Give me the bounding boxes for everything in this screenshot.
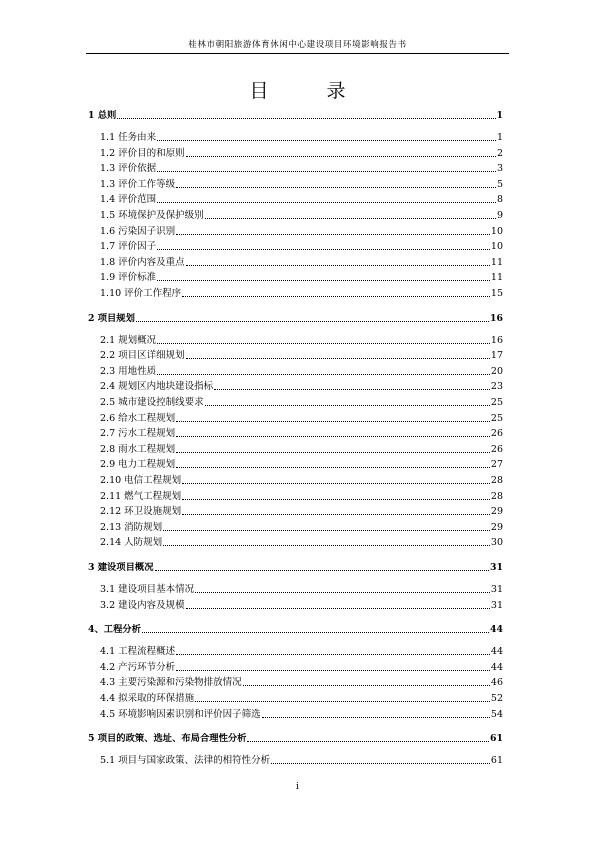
toc-entry-page: 28	[490, 475, 503, 486]
dot-leader	[163, 530, 490, 531]
dot-leader	[186, 265, 490, 266]
toc-entry-label: 2.6 给水工程规划	[100, 412, 176, 424]
toc-section-entry[interactable]	[88, 522, 503, 534]
toc-section-entry[interactable]	[88, 584, 503, 596]
toc-section-entry[interactable]	[88, 646, 503, 658]
toc-section-entry[interactable]	[88, 537, 503, 549]
toc-entry-page: 23	[490, 381, 503, 393]
toc-section-entry[interactable]	[88, 475, 503, 487]
toc-section-entry[interactable]	[88, 288, 503, 300]
toc-section-entry[interactable]	[88, 132, 503, 144]
toc-section-entry[interactable]	[88, 210, 503, 222]
dot-leader	[157, 249, 490, 250]
toc-entry-page: 25	[490, 397, 503, 408]
toc-entry-page: 3	[496, 163, 503, 175]
toc-chapter-entry[interactable]	[88, 624, 503, 636]
toc-entry-label: 2.7 污水工程规划	[100, 428, 176, 440]
toc-entry-page: 31	[490, 562, 503, 573]
toc-entry-page: 9	[496, 210, 503, 221]
toc-entry-page: 16	[490, 312, 503, 324]
toc-section-entry[interactable]	[88, 693, 503, 705]
toc-section-entry[interactable]	[88, 272, 503, 284]
dot-leader	[205, 405, 490, 406]
toc-section-entry[interactable]	[88, 677, 503, 689]
dot-leader	[182, 296, 490, 297]
toc-entry-label: 4.1 工程流程概述	[100, 646, 176, 658]
toc-entry-page: 30	[490, 537, 503, 549]
toc-section-entry[interactable]	[88, 506, 503, 518]
dot-leader	[186, 358, 490, 359]
toc-section-entry[interactable]	[88, 257, 503, 269]
toc-section-entry[interactable]	[88, 148, 503, 160]
dot-leader	[157, 140, 496, 141]
toc-entry-label: 1.6 污染因子识别	[100, 225, 176, 237]
toc-entry-page: 10	[490, 225, 503, 237]
toc-entry-page: 44	[490, 646, 503, 658]
dot-leader	[176, 467, 490, 468]
toc-entry-page: 17	[490, 350, 503, 362]
toc-entry-label: 4.5 环境影响因素识别和评价因子筛选	[100, 708, 261, 720]
toc-entry-label: 1.7 评价因子	[100, 241, 157, 253]
dot-leader	[182, 499, 490, 500]
dot-leader	[271, 763, 490, 764]
toc-section-entry[interactable]	[88, 459, 503, 471]
toc-chapter-entry[interactable]	[88, 313, 503, 325]
toc-entry-page: 28	[490, 490, 503, 502]
toc-section-entry[interactable]	[88, 241, 503, 253]
dot-leader	[182, 514, 490, 515]
toc-entry-label: 2.1 规划概况	[100, 334, 157, 346]
dot-leader	[176, 421, 490, 422]
toc-entry-label: 2 项目规划	[88, 312, 135, 324]
dot-leader	[195, 592, 490, 593]
toc-entry-label: 2.13 消防规划	[100, 521, 163, 533]
toc-section-entry[interactable]	[88, 226, 503, 238]
toc-entry-page: 44	[490, 624, 503, 636]
toc-entry-page: 61	[490, 733, 503, 745]
toc-entry-label: 2.10 电信工程规划	[100, 475, 182, 486]
dot-leader	[205, 218, 496, 219]
dot-leader	[176, 436, 490, 437]
dot-leader	[176, 452, 490, 453]
dot-leader	[182, 483, 490, 484]
dot-leader	[247, 741, 489, 742]
dot-leader	[157, 374, 490, 375]
toc-entry-label: 4.4 拟采取的环保措施	[100, 693, 195, 704]
toc-entry-label: 1.1 任务由来	[100, 132, 157, 143]
toc-section-entry[interactable]	[88, 413, 503, 425]
toc-entry-label: 2.5 城市建设控制线要求	[100, 397, 204, 408]
dot-leader	[157, 171, 496, 172]
toc-entry-label: 4.2 产污环节分析	[100, 661, 176, 673]
dot-leader	[186, 156, 496, 157]
toc-section-entry[interactable]	[88, 600, 503, 612]
toc-entry-page: 11	[490, 272, 503, 284]
toc-entry-page: 52	[490, 693, 503, 704]
toc-entry-page: 25	[490, 412, 503, 424]
page-title: 目 录	[249, 80, 372, 102]
toc-section-entry[interactable]	[88, 428, 503, 440]
toc-chapter-entry[interactable]	[88, 562, 503, 574]
toc-section-entry[interactable]	[88, 709, 503, 721]
toc-entry-page: 31	[490, 584, 503, 595]
dot-leader	[176, 234, 490, 235]
toc-section-entry[interactable]	[88, 444, 503, 456]
dot-leader	[176, 187, 496, 188]
dot-leader	[157, 280, 490, 281]
toc-entry-label: 3.1 建设项目基本情况	[100, 584, 195, 595]
dot-leader	[214, 389, 490, 390]
toc-entry-label: 1.10 评价工作程序	[100, 288, 182, 299]
toc-entry-label: 2.4 规划区内地块建设指标	[100, 381, 214, 393]
toc-entry-label: 3 建设项目概况	[88, 562, 154, 573]
toc-entry-page: 1	[496, 110, 503, 121]
toc-entry-page: 11	[490, 256, 503, 268]
dot-leader	[117, 118, 495, 119]
dot-leader	[195, 701, 490, 702]
toc-entry-label: 2.8 雨水工程规划	[100, 443, 176, 455]
toc-section-entry[interactable]	[88, 491, 503, 503]
dot-leader	[176, 654, 490, 655]
toc-entry-label: 2.14 人防规划	[100, 537, 163, 549]
dot-leader	[157, 343, 490, 344]
toc-entry-page: 46	[490, 677, 503, 689]
toc-entry-label: 1.8 评价内容及重点	[100, 256, 185, 268]
dot-leader	[176, 670, 490, 671]
toc-section-entry[interactable]	[88, 163, 503, 175]
toc-entry-label: 2.9 电力工程规划	[100, 459, 176, 471]
toc-chapter-entry[interactable]	[88, 110, 503, 122]
toc-entry-label: 1.4 评价范围	[100, 194, 157, 206]
toc-chapter-entry[interactable]	[88, 733, 503, 745]
dot-leader	[155, 570, 490, 571]
toc-entry-page: 1	[496, 132, 503, 143]
toc-entry-page: 2	[496, 147, 503, 159]
dot-leader	[262, 717, 490, 718]
toc-entry-page: 20	[490, 365, 503, 377]
toc-entry-page: 54	[490, 708, 503, 720]
toc-entry-label: 5.1 项目与国家政策、法律的相符性分析	[100, 755, 271, 767]
dot-leader	[186, 608, 490, 609]
dot-leader	[136, 321, 489, 322]
toc-entry-page: 29	[490, 521, 503, 533]
toc-entry-page: 26	[490, 428, 503, 440]
toc-entry-page: 31	[490, 599, 503, 611]
toc-entry-label: 1.3 评价依据	[100, 163, 157, 175]
toc-entry-page: 15	[490, 288, 503, 299]
toc-entry-label: 1.9 评价标准	[100, 272, 157, 284]
toc-entry-label: 1 总则	[88, 110, 117, 121]
toc-entry-label: 2.11 燃气工程规划	[100, 490, 182, 502]
dot-leader	[157, 202, 496, 203]
toc-entry-page: 26	[490, 443, 503, 455]
toc-section-entry[interactable]	[88, 397, 503, 409]
toc-section-entry[interactable]	[88, 179, 503, 191]
toc-entry-page: 27	[490, 459, 503, 471]
toc-section-entry[interactable]	[88, 755, 503, 767]
toc-entry-page: 16	[490, 334, 503, 346]
toc-entry-label: 2.12 环卫设施规划	[100, 506, 182, 518]
toc-entry-label: 1.2 评价目的和原则	[100, 147, 185, 159]
toc-entry-label: 5 项目的政策、选址、布局合理性分析	[88, 733, 247, 745]
toc-entry-label: 4、工程分析	[88, 624, 141, 636]
dot-leader	[243, 685, 490, 686]
dot-leader	[142, 632, 489, 633]
toc-entry-label: 3.2 建设内容及规模	[100, 599, 185, 611]
toc-entry-label: 2.2 项目区详细规划	[100, 350, 185, 362]
dot-leader	[163, 545, 490, 546]
page-number: i	[296, 782, 299, 792]
toc-entry-page: 44	[490, 661, 503, 673]
toc-section-entry[interactable]	[88, 350, 503, 362]
toc-entry-page: 10	[490, 241, 503, 253]
toc-entry-label: 1.3 评价工作等级	[100, 178, 176, 190]
toc-section-entry[interactable]	[88, 366, 503, 378]
toc-section-entry[interactable]	[88, 381, 503, 393]
running-header: 桂林市朝阳旅游体育休闲中心建设项目环境影响报告书	[86, 38, 509, 54]
toc-entry-page: 29	[490, 506, 503, 518]
toc-entry-page: 61	[490, 755, 503, 767]
toc-section-entry[interactable]	[88, 335, 503, 347]
toc-entry-page: 5	[496, 178, 503, 190]
toc-entry-label: 4.3 主要污染源和污染物排放情况	[100, 677, 242, 689]
toc-entry-label: 1.5 环境保护及保护级别	[100, 210, 204, 221]
toc-section-entry[interactable]	[88, 662, 503, 674]
toc-section-entry[interactable]	[88, 194, 503, 206]
toc-entry-page: 8	[496, 194, 503, 206]
toc-entry-label: 2.3 用地性质	[100, 365, 157, 377]
